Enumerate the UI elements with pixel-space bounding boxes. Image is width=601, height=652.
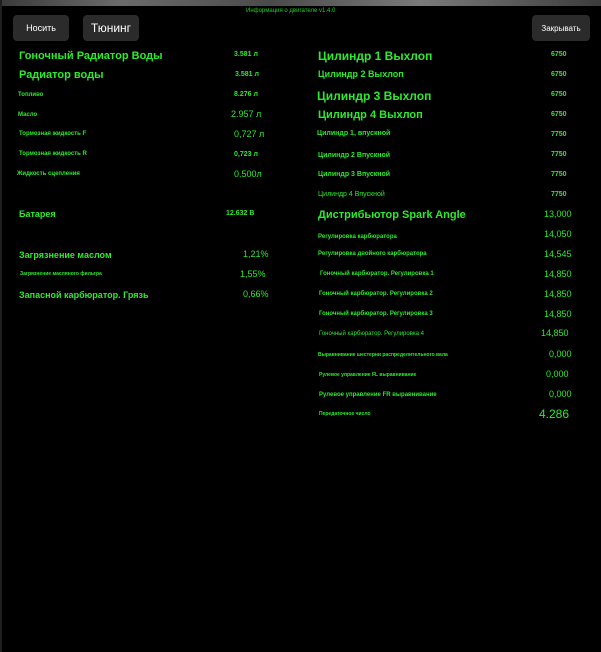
left-label-clutch-fluid: Жидкость сцепления — [17, 171, 80, 177]
right-value-cyl3-exhaust: 6750 — [551, 91, 567, 98]
right-value-cyl2-exhaust: 6750 — [551, 71, 567, 78]
left-value-oil-contamination: 1,21% — [243, 249, 269, 259]
right-label-carb-adjust: Регулировка карбюратора — [318, 234, 397, 240]
left-label-oil: Масло — [18, 112, 38, 118]
left-label-radiator: Радиатор воды — [19, 69, 104, 81]
window-edge — [0, 0, 2, 652]
left-value-clutch-fluid: 0.500л — [234, 169, 262, 179]
left-value-fuel: 8.276 л — [234, 91, 258, 98]
right-value-cyl2-intake: 7750 — [551, 151, 567, 158]
right-label-cyl3-exhaust: Цилиндр 3 Выхлоп — [317, 89, 432, 103]
tuning-button[interactable]: Тюнинг — [83, 15, 139, 41]
left-value-oil: 2.957 л — [231, 109, 262, 119]
right-value-gear-ratio: 4.286 — [539, 407, 570, 421]
right-label-race-carb-4: Гоночный карбюратор. Регулировка 4 — [319, 331, 425, 337]
right-value-camshaft-gear-alignment: 0,000 — [549, 349, 572, 359]
left-label-fuel: Топливо — [18, 92, 44, 98]
right-label-cyl1-exhaust: Цилиндр 1 Выхлоп — [318, 49, 433, 63]
right-value-race-carb-4: 14,850 — [541, 328, 569, 338]
right-value-twin-carb-adjust: 14,545 — [544, 249, 572, 259]
left-label-brake-fluid-r: Тормозная жидкость R — [19, 151, 87, 157]
left-value-spare-carb-dirt: 0,66% — [243, 289, 269, 299]
right-label-twin-carb-adjust: Регулировка двойного карбюратора — [318, 251, 427, 257]
window-title: Информация о двигателе v1.4.0 — [246, 8, 336, 14]
right-value-cyl4-intake: 7750 — [551, 191, 567, 198]
right-label-race-carb-1: Гоночный карбюратор. Регулировка 1 — [320, 271, 434, 277]
right-label-cyl2-exhaust: Цилиндр 2 Выхлоп — [318, 69, 404, 79]
right-label-cyl4-intake: Цилиндр 4 Впускной — [318, 191, 385, 198]
left-value-race-radiator: 3.581 л — [234, 51, 258, 58]
right-label-cyl4-exhaust: Цилиндр 4 Выхлоп — [318, 109, 423, 121]
right-label-cyl3-intake: Цилиндр 3 Впускной — [318, 171, 391, 178]
right-label-steering-fr-alignment: Рулевое управление FR выравнивание — [319, 392, 437, 398]
right-value-race-carb-3: 14,850 — [544, 309, 572, 319]
right-label-camshaft-gear-alignment: Выравнивание шестерни распределительного вала — [318, 352, 448, 358]
left-value-oil-filter-contamination: 1,55% — [240, 269, 266, 279]
right-label-cyl1-intake: Цилиндр 1, впускной — [317, 130, 391, 137]
right-value-cyl4-exhaust: 6750 — [551, 111, 567, 118]
right-value-steering-fl-alignment: 0,000 — [546, 369, 569, 379]
left-label-battery: Батарея — [19, 209, 56, 219]
left-label-oil-contamination: Загрязнение маслом — [19, 250, 112, 260]
right-label-steering-fl-alignment: Рулевое управление FL выравнивание — [319, 372, 417, 378]
left-value-radiator: 3.581 л — [235, 71, 259, 78]
left-label-brake-fluid-f: Тормозная жидкость F — [19, 131, 87, 137]
left-label-race-radiator: Гоночный Радиатор Воды — [19, 50, 163, 62]
right-label-race-carb-2: Гоночный карбюратор. Регулировка 2 — [319, 291, 433, 297]
right-value-race-carb-2: 14,850 — [544, 289, 572, 299]
close-button[interactable]: Закрывать — [532, 15, 590, 41]
left-label-oil-filter-contamination: Загрязнение масляного фильтра — [20, 271, 102, 277]
right-value-cyl1-exhaust: 6750 — [551, 51, 567, 58]
left-value-battery: 12.632 В — [226, 210, 255, 217]
background-strip — [0, 0, 601, 6]
right-value-distributor-spark-angle: 13,000 — [544, 209, 572, 219]
right-label-race-carb-3: Гоночный карбюратор. Регулировка 3 — [319, 311, 433, 317]
left-label-spare-carb-dirt: Запасной карбюратор. Грязь — [19, 290, 149, 300]
right-label-distributor-spark-angle: Дистрибьютор Spark Angle — [318, 209, 466, 221]
wear-button[interactable]: Носить — [13, 15, 69, 41]
right-label-cyl2-intake: Цилиндр 2 Впускной — [318, 152, 391, 159]
right-value-cyl3-intake: 7750 — [551, 171, 567, 178]
right-value-cyl1-intake: 7750 — [551, 131, 567, 138]
right-value-carb-adjust: 14,050 — [544, 229, 572, 239]
right-label-gear-ratio: Передаточное число — [319, 411, 371, 417]
right-value-steering-fr-alignment: 0,000 — [549, 389, 572, 399]
left-value-brake-fluid-r: 0,723 л — [234, 151, 258, 158]
right-value-race-carb-1: 14,850 — [544, 269, 572, 279]
left-value-brake-fluid-f: 0,727 л — [234, 129, 265, 139]
